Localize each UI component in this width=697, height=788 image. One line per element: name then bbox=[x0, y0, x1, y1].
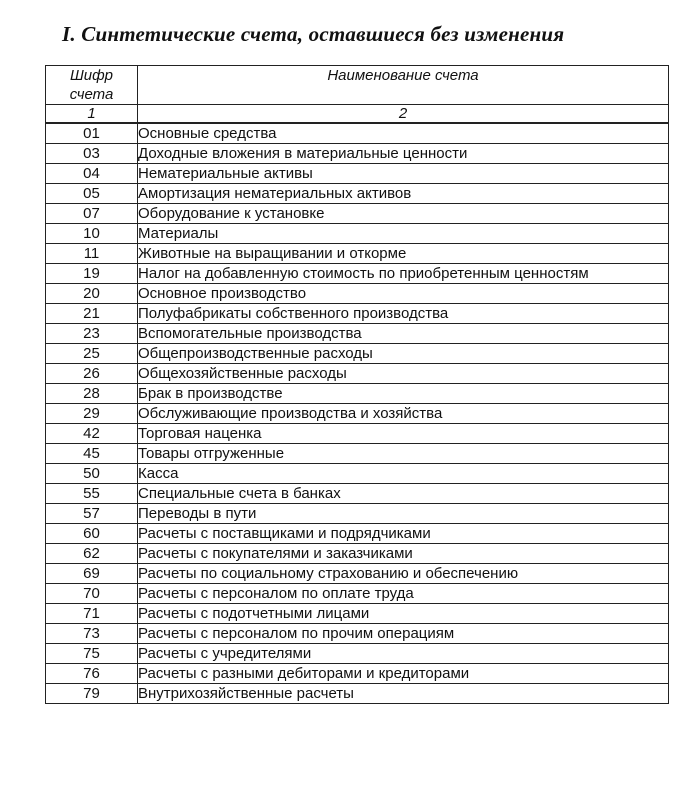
table-row bbox=[46, 564, 669, 584]
account-name: Доходные вложения в материальные ценности bbox=[138, 144, 669, 164]
account-code: 29 bbox=[46, 404, 138, 424]
account-name: Оборудование к установке bbox=[138, 204, 669, 224]
table-body bbox=[46, 123, 669, 704]
table-row bbox=[46, 204, 669, 224]
account-code: 01 bbox=[46, 123, 138, 144]
account-code: 26 bbox=[46, 364, 138, 384]
account-name: Переводы в пути bbox=[138, 504, 669, 524]
account-name: Расчеты с учредителями bbox=[138, 644, 669, 664]
table-row bbox=[46, 144, 669, 164]
account-name: Расчеты с персоналом по оплате труда bbox=[138, 584, 669, 604]
table-row bbox=[46, 664, 669, 684]
table-row bbox=[46, 184, 669, 204]
account-code: 73 bbox=[46, 624, 138, 644]
account-name: Специальные счета в банках bbox=[138, 484, 669, 504]
column-header-code-line2: счета bbox=[69, 86, 114, 103]
table-row bbox=[46, 264, 669, 284]
account-name: Расчеты по социальному страхованию и обеспечению bbox=[138, 564, 669, 584]
account-code: 11 bbox=[46, 244, 138, 264]
account-code: 05 bbox=[46, 184, 138, 204]
table-row bbox=[46, 584, 669, 604]
account-code: 03 bbox=[46, 144, 138, 164]
table-row bbox=[46, 384, 669, 404]
account-name: Основное производство bbox=[138, 284, 669, 304]
column-number-name: 2 bbox=[138, 105, 669, 124]
account-name: Вспомогательные производства bbox=[138, 324, 669, 344]
account-code: 50 bbox=[46, 464, 138, 484]
account-code: 19 bbox=[46, 264, 138, 284]
table-row bbox=[46, 324, 669, 344]
account-name: Касса bbox=[138, 464, 669, 484]
table-row bbox=[46, 224, 669, 244]
account-code: 69 bbox=[46, 564, 138, 584]
account-code: 20 bbox=[46, 284, 138, 304]
column-header-code-line1: Шифр bbox=[69, 67, 114, 84]
account-name: Общехозяйственные расходы bbox=[138, 364, 669, 384]
table-row bbox=[46, 684, 669, 704]
account-name: Налог на добавленную стоимость по приобретенным ценностям bbox=[138, 264, 669, 284]
account-name: Обслуживающие производства и хозяйства bbox=[138, 404, 669, 424]
account-name: Расчеты с разными дебиторами и кредиторами bbox=[138, 664, 669, 684]
table-row bbox=[46, 364, 669, 384]
account-code: 10 bbox=[46, 224, 138, 244]
table-row bbox=[46, 424, 669, 444]
account-name: Амортизация нематериальных активов bbox=[138, 184, 669, 204]
account-name: Материалы bbox=[138, 224, 669, 244]
account-code: 42 bbox=[46, 424, 138, 444]
account-name: Внутрихозяйственные расчеты bbox=[138, 684, 669, 704]
table-row bbox=[46, 284, 669, 304]
table-row bbox=[46, 524, 669, 544]
table-row bbox=[46, 123, 669, 144]
account-name: Расчеты с поставщиками и подрядчиками bbox=[138, 524, 669, 544]
table-row bbox=[46, 164, 669, 184]
account-name: Торговая наценка bbox=[138, 424, 669, 444]
account-code: 28 bbox=[46, 384, 138, 404]
account-name: Расчеты с персоналом по прочим операциям bbox=[138, 624, 669, 644]
table-row bbox=[46, 464, 669, 484]
account-code: 60 bbox=[46, 524, 138, 544]
account-code: 25 bbox=[46, 344, 138, 364]
table-row bbox=[46, 504, 669, 524]
table-row bbox=[46, 644, 669, 664]
table-row bbox=[46, 544, 669, 564]
table-row bbox=[46, 404, 669, 424]
account-name: Брак в производстве bbox=[138, 384, 669, 404]
column-header-code bbox=[46, 66, 138, 105]
account-code: 04 bbox=[46, 164, 138, 184]
table-header-row bbox=[46, 66, 669, 105]
account-code: 79 bbox=[46, 684, 138, 704]
account-name: Нематериальные активы bbox=[138, 164, 669, 184]
table-row bbox=[46, 444, 669, 464]
account-name: Полуфабрикаты собственного производства bbox=[138, 304, 669, 324]
column-header-name: Наименование счета bbox=[138, 66, 669, 105]
account-code: 71 bbox=[46, 604, 138, 624]
account-code: 57 bbox=[46, 504, 138, 524]
column-number-code: 1 bbox=[46, 105, 138, 124]
table-row bbox=[46, 484, 669, 504]
account-name: Расчеты с покупателями и заказчиками bbox=[138, 544, 669, 564]
account-code: 70 bbox=[46, 584, 138, 604]
table-row bbox=[46, 624, 669, 644]
account-code: 75 bbox=[46, 644, 138, 664]
account-code: 62 bbox=[46, 544, 138, 564]
account-code: 76 bbox=[46, 664, 138, 684]
table-row bbox=[46, 344, 669, 364]
accounts-table bbox=[45, 65, 669, 704]
account-name: Расчеты с подотчетными лицами bbox=[138, 604, 669, 624]
column-number-row bbox=[46, 105, 669, 124]
table-row bbox=[46, 304, 669, 324]
account-name: Животные на выращивании и откорме bbox=[138, 244, 669, 264]
table-row bbox=[46, 604, 669, 624]
table-row bbox=[46, 244, 669, 264]
account-code: 07 bbox=[46, 204, 138, 224]
page-title: I. Синтетические счета, оставшиеся без изменения bbox=[62, 22, 565, 46]
account-code: 55 bbox=[46, 484, 138, 504]
account-name: Общепроизводственные расходы bbox=[138, 344, 669, 364]
account-code: 45 bbox=[46, 444, 138, 464]
account-code: 21 bbox=[46, 304, 138, 324]
account-name: Основные средства bbox=[138, 123, 669, 144]
account-code: 23 bbox=[46, 324, 138, 344]
account-name: Товары отгруженные bbox=[138, 444, 669, 464]
